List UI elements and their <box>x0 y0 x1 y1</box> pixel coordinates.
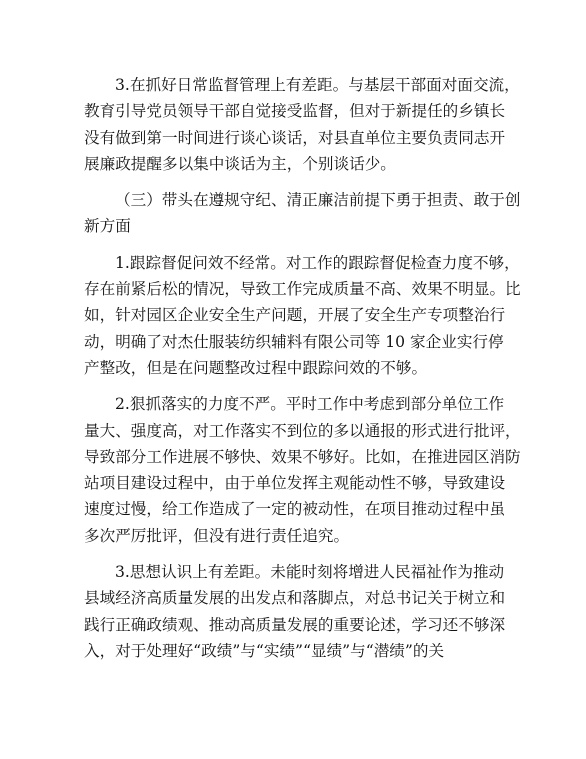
paragraph-ideological <box>84 559 504 664</box>
document-page <box>84 72 521 664</box>
text-line: 入，对于处理好“政绩”与“实绩”“显绩”与“潜绩”的关 <box>84 641 445 660</box>
text-line: 2.狠抓落实的力度不严。平时工作中考虑到部分单位工作 <box>115 395 505 414</box>
paragraph-follow-up <box>84 250 521 381</box>
text-line: 导致部分工作进展不够快、效果不够好。比如，在推进园区消防 <box>84 447 521 466</box>
text-line: 多次严厉批评，但没有进行责任追究。 <box>84 526 350 545</box>
paragraph-implementation <box>84 391 521 549</box>
text-line: 教育引导党员领导干部自觉接受监督，但对于新提任的乡镇长 <box>84 102 506 121</box>
text-line: 3.在抓好日常监督管理上有差距。与基层干部面对面交流， <box>115 76 520 94</box>
text-line: 展廉政提醒多以集中谈话为主，个别谈话少。 <box>84 154 396 173</box>
text-line: 县域经济高质量发展的出发点和落脚点，对总书记关于树立和 <box>84 589 506 608</box>
text-line: 践行正确政绩观、推动高质量发展的重要论述，学习还不够深 <box>84 615 506 634</box>
paragraph-supervision-gap <box>84 72 520 177</box>
text-line: 产整改，但是在问题整改过程中跟踪问效的不够。 <box>84 358 428 377</box>
text-line: 新方面 <box>84 217 131 236</box>
text-line: 存在前紧后松的情况，导致工作完成质量不高、效果不明显。比 <box>84 280 521 299</box>
text-line: 站项目建设过程中，由于单位发挥主观能动性不够，导致建设 <box>84 474 506 493</box>
text-line: 速度过慢，给工作造成了一定的被动性，在项目推动过程中虽 <box>84 500 506 519</box>
text-line: 如，针对园区企业安全生产问题，开展了安全生产专项整治行 <box>84 306 506 325</box>
text-line: 没有做到第一时间进行谈心谈话，对县直单位主要负责同志开 <box>84 128 506 147</box>
text-line: 动，明确了对杰仕服装纺织辅料有限公司等 10 家企业实行停 <box>84 332 504 351</box>
text-line: 1.跟踪督促问效不经常。对工作的跟踪督促检查力度不够， <box>115 253 520 272</box>
text-line: 3.思想认识上有差距。未能时刻将增进人民福祉作为推动 <box>115 563 505 582</box>
section-heading <box>84 187 521 240</box>
text-line: （三）带头在遵规守纪、清正廉洁前提下勇于担责、敢于创 <box>115 191 521 210</box>
text-line: 量大、强度高，对工作落实不到位的多以通报的形式进行批评， <box>84 421 521 440</box>
